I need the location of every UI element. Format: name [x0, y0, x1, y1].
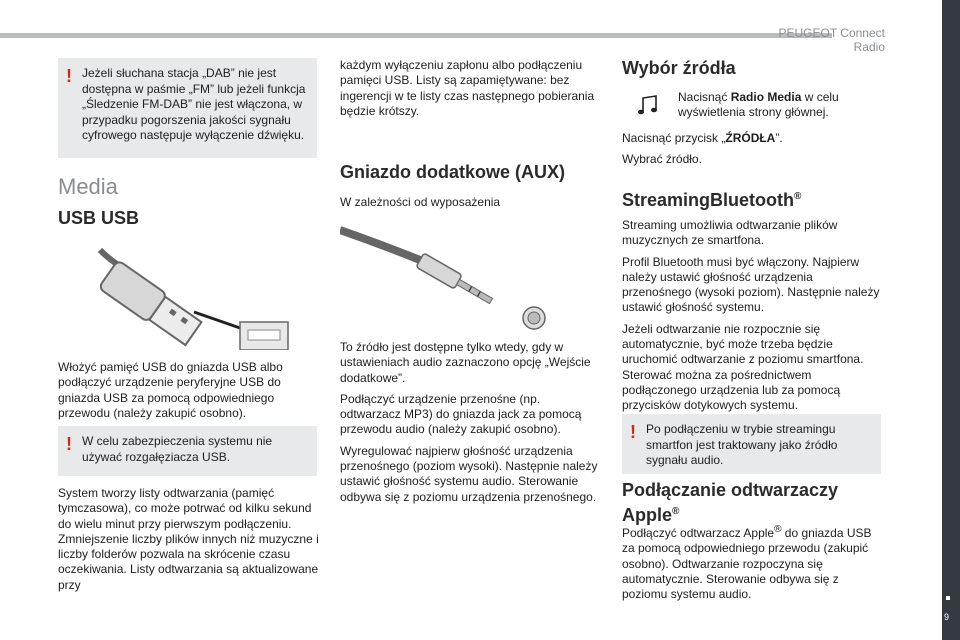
bluetooth-heading: StreamingBluetooth®: [622, 190, 802, 210]
usb-text: Włożyć pamięć USB do gniazda USB albo podłączyć urządzenie peryferyjne USB do gniazda USB za pomocą odpowiedniego przewodu (należy zakupić osobno).: [58, 360, 283, 420]
aux-jack-illustration-icon: [340, 222, 550, 332]
source-step-1: Nacisnąć Radio Media w celu wyświetlenia strony głównej.: [678, 90, 839, 120]
warning-bluetooth-text: Po podłączeniu w trybie streamingu smartfon jest traktowany jako źródło sygnału audio.: [646, 422, 838, 467]
source-step-2: Nacisnąć przycisk „ŹRÓDŁA”.: [622, 131, 783, 145]
continued-text: każdym wyłączeniu zapłonu albo podłączeniu pamięci USB. Listy są zapamiętywane: bez ingerencji w te listy czas następnego pobierania będzie krótszy.: [340, 58, 595, 118]
section-title: Media: [58, 174, 118, 199]
aux-heading: Gniazdo dodatkowe (AUX): [340, 162, 565, 182]
warning-box-bluetooth: [622, 414, 881, 474]
warning-box-dab: [58, 58, 317, 158]
usb-illustration-icon: [90, 240, 300, 350]
playlist-text: System tworzy listy odtwarzania (pamięć tymczasowa), co może potrwać od kilku sekund do wielu minut przy pierwszym podłączeniu. Zmniejszenie liczby plików innych niż muzyczne i liczby folderów pozwala na skrócenie czasu oczekiwania. Listy odtwarzania są aktualizowane przy: [58, 486, 319, 592]
warning-icon: !: [66, 66, 72, 86]
top-rule: [0, 33, 832, 38]
bluetooth-text-2: Profil Bluetooth musi być włączony. Najpierw należy ustawić głośność urządzenia przenośnego (wysoki poziom). Następnie należy ustawić głośność systemu.: [622, 254, 880, 315]
bluetooth-text-1: Streaming umożliwia odtwarzanie plików muzycznych ze smartfona.: [622, 218, 838, 248]
warning-dab-text: Jeżeli słuchana stacja „DAB” nie jest dostępna w paśmie „FM” lub jeżeli funkcja „Śledzenie FM-DAB” nie jest włączona, w przypadku pogorszenia jakości sygnału cyfrowego następuje wyłączenie dźwięku.: [82, 66, 306, 142]
aux-text-2: Podłączyć urządzenie przenośne (np. odtwarzacz MP3) do gniazda jack za pomocą przewodu audio (należy zakupić osobno).: [340, 391, 582, 437]
apple-text: Podłączyć odtwarzacz Apple® do gniazda USB za pomocą odpowiedniego przewodu (zakupić osobno). Odtwarzanie rozpoczyna się automatycznie. Sterowanie odbywa się z poziomu systemu audio.: [622, 524, 872, 602]
warning-box-usb: [58, 426, 317, 476]
running-title: PEUGEOT Connect Radio: [778, 26, 885, 54]
music-note-icon: [636, 94, 660, 116]
apple-heading: Podłączanie odtwarzaczy Apple®: [622, 480, 839, 525]
page-number: 9: [944, 612, 950, 622]
warning-icon: !: [630, 422, 636, 442]
source-step-3: Wybrać źródło.: [622, 152, 702, 167]
aux-equipment: W zależności od wyposażenia: [340, 195, 501, 209]
bluetooth-text-3: Jeżeli odtwarzanie nie rozpocznie się automatycznie, być może trzeba będzie uruchomić odtwarzanie z poziomu smartfona. Sterować można za pośrednictwem podłączonego urządzenia lub za pomocą przycisków dotykowych systemu.: [622, 321, 864, 413]
warning-usb-text: W celu zabezpieczenia systemu nie używać rozgałęziacza USB.: [82, 434, 273, 464]
source-heading: Wybór źródła: [622, 58, 736, 78]
side-bar: [942, 0, 960, 640]
aux-text-3: Wyregulować najpierw głośność urządzenia przenośnego (poziom wysoki). Następnie należy ustawić głośność systemu audio. Sterowanie odbywa się z poziomu urządzenia przenośnego.: [340, 443, 598, 504]
usb-heading: USB USB: [58, 208, 140, 228]
aux-text-1: To źródło jest dostępne tylko wtedy, gdy w ustawieniach audio zaznaczono opcję „Wejście dodatkowe”.: [340, 340, 591, 385]
side-dot: [946, 596, 950, 600]
warning-icon: !: [66, 434, 72, 454]
